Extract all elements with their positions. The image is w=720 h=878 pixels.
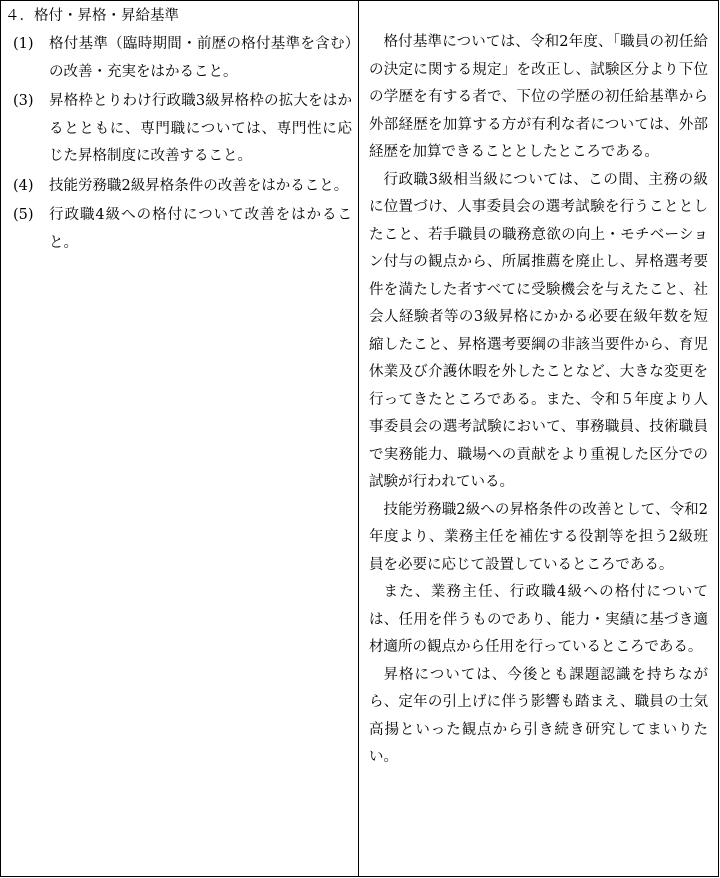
request-item xyxy=(1,31,358,86)
request-number: (4) xyxy=(13,177,34,194)
request-list xyxy=(1,31,358,257)
response-paragraph: また、業務主任、行政職4級への格付については、任用を伴うものであり、能力・実績に基づき適材適所の観点から任用を行っているところである。 xyxy=(369,584,708,655)
table-row xyxy=(1,1,719,877)
requests-column xyxy=(1,1,359,877)
request-text: 格付基準（臨時期間・前歴の格付基準を含む）の改善・充実をはかること。 xyxy=(49,36,352,80)
request-number: (5) xyxy=(13,207,34,223)
request-text: 昇格枠とりわけ行政職3級昇格枠の拡大をはかるとともに、専門職については、専門性に応じた昇格制度に改善すること。 xyxy=(49,93,352,164)
responses-column xyxy=(359,1,719,877)
request-text: 行政職4級への格付について改善をはかること。 xyxy=(49,207,352,251)
response-paragraph: 技能労務職2級への昇格条件の改善として、令和2年度より、業務主任を補佐する役割等を担う2級班員を必要に応じて設置しているところである。 xyxy=(369,501,708,573)
request-number: (3) xyxy=(13,93,34,109)
request-text: 技能労務職2級昇格条件の改善をはかること。 xyxy=(49,177,349,194)
section-heading: ４．格付・昇格・昇給基準 xyxy=(5,8,179,24)
request-item xyxy=(1,88,358,171)
request-item xyxy=(1,202,358,257)
response-paragraph: 行政職3級相当級については、この間、主務の級に位置づけ、人事委員会の選考試験を行うこととしたこと、若手職員の職務意欲の向上・モチベーション付与の観点から、所属推薦を廃止し、昇格選考要件を満たした者すべてに受験機会を与えたこと、社会人経験者等の3級昇格にかかる必要在級年数を短縮したこと、昇格選考要綱の非該当要件から、育児休業及び介護休暇を外したことなど、大きな変更を行ってきたところである。また、令和５年度より人事委員会の選考試験において、事務職員、技術職員で実務能力、職場への貢献をより重視した区分での試験が行われている。 xyxy=(369,171,708,490)
response-block xyxy=(359,1,718,772)
request-item xyxy=(1,173,358,201)
response-paragraph: 昇格については、今後とも課題認識を持ちながら、定年の引上げに伴う影響も踏まえ、職員の士気高揚といった観点から引き続き研究してまいりたい。 xyxy=(369,666,708,765)
response-paragraph: 格付基準については、令和2年度、「職員の初任給の決定に関する規定」を改正し、試験区分より下位の学歴を有する者で、下位の学歴の初任給基準から外部経歴を加算する方が有利な者については、外部経歴を加算できることとしたところである。 xyxy=(369,34,708,160)
request-number: (1) xyxy=(13,36,34,52)
